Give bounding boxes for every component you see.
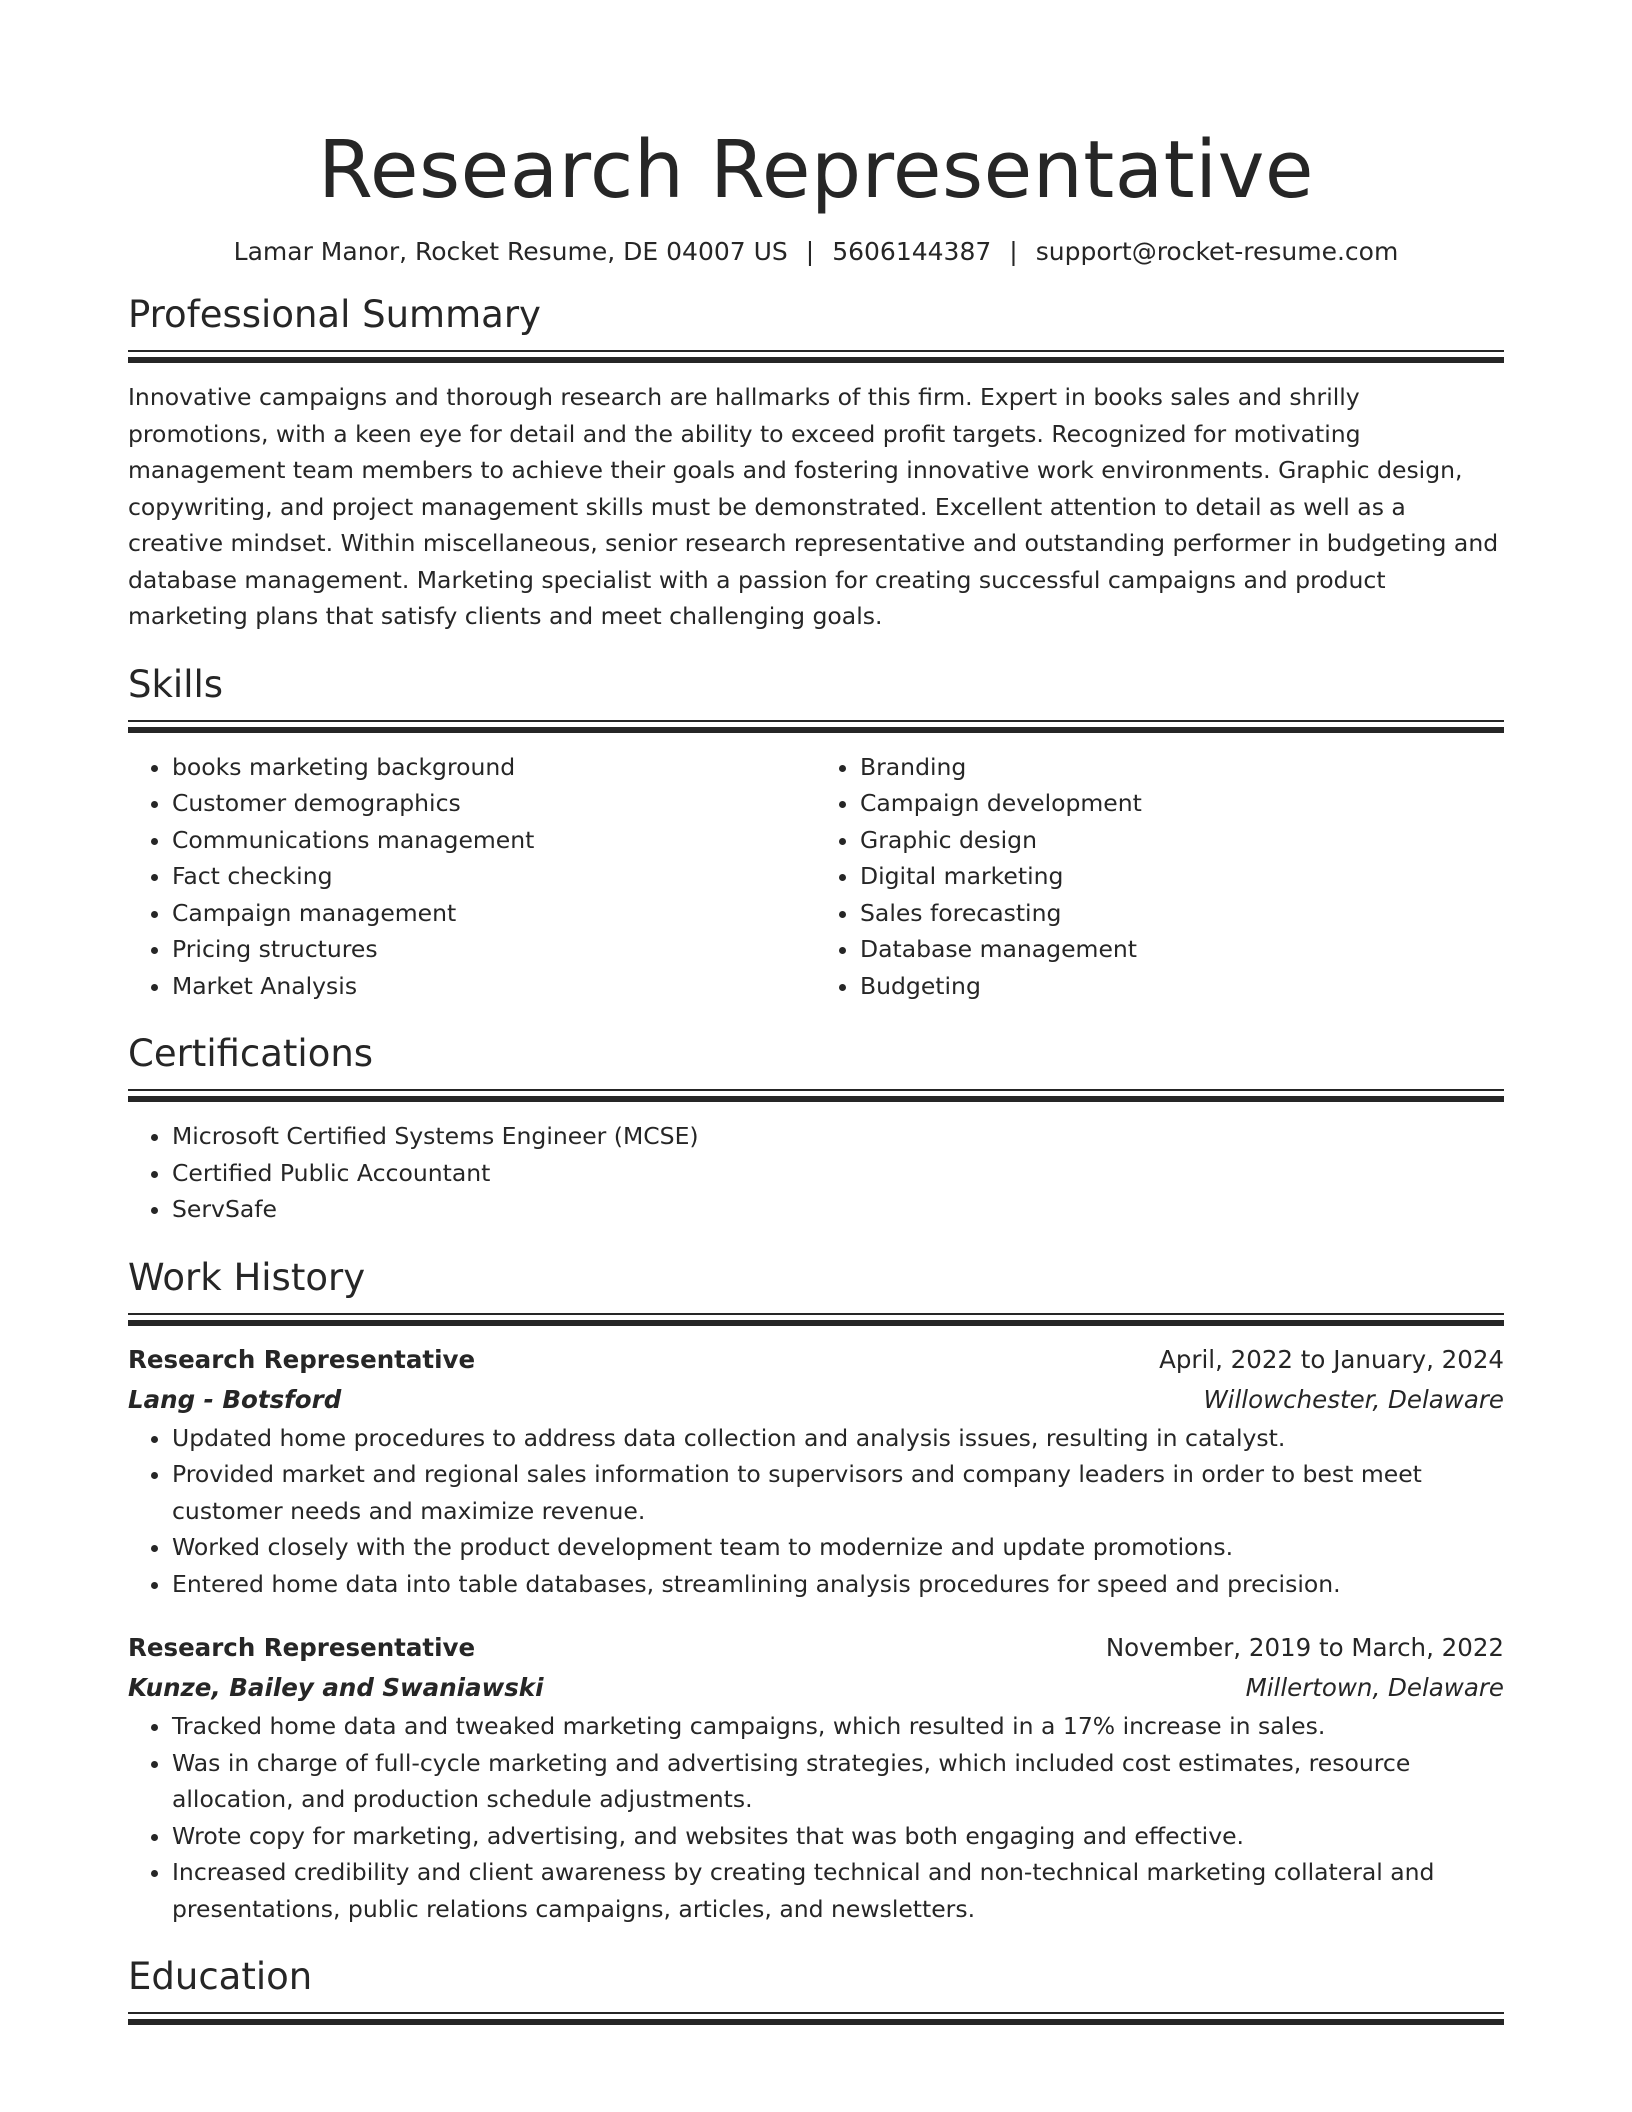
job-company: Lang - Botsford xyxy=(128,1384,342,1414)
certification-item: • Microsoft Certified Systems Engineer (MCSE) xyxy=(172,1118,1504,1155)
contact-address: Lamar Manor, Rocket Resume, DE 04007 US xyxy=(233,237,788,266)
job-duty: • Increased credibility and client awareness by creating technical and non-technical marketing collateral and presentations, public relations campaigns, articles, and newsletters. xyxy=(172,1854,1504,1927)
skill-item: • Campaign management xyxy=(172,895,816,932)
section-divider xyxy=(128,720,1504,733)
job-header xyxy=(128,1628,1504,1668)
skill-item: • Graphic design xyxy=(860,822,1504,859)
job-location: Millertown, Delaware xyxy=(1245,1673,1504,1702)
contact-separator: | xyxy=(1009,237,1018,266)
contact-email[interactable]: support@rocket-resume.com xyxy=(1035,237,1399,266)
skill-item: • Branding xyxy=(860,749,1504,786)
job-entry xyxy=(128,1340,1504,1603)
skills-section xyxy=(128,662,1504,1005)
skill-item: • books marketing background xyxy=(172,749,816,786)
job-duty: • Tracked home data and tweaked marketing campaigns, which resulted in a 17% increase in sales. xyxy=(172,1708,1504,1745)
skills-list-left xyxy=(128,749,816,1005)
certifications-section xyxy=(128,1031,1504,1228)
skill-item: • Database management xyxy=(860,931,1504,968)
job-duty: • Entered home data into table databases, streamlining analysis procedures for speed and precision. xyxy=(172,1566,1504,1603)
work-section xyxy=(128,1255,1504,1928)
job-dates: November, 2019 to March, 2022 xyxy=(1105,1633,1504,1662)
resume-title: Research Representative xyxy=(318,124,1314,216)
summary-section xyxy=(128,292,1504,635)
job-duty: • Wrote copy for marketing, advertising, and websites that was both engaging and effective. xyxy=(172,1818,1504,1855)
summary-text: Innovative campaigns and thorough research are hallmarks of this firm. Expert in books sales and shrilly promotions, with a keen eye for detail and the ability to exceed profit targets. Recognized for motivating management team members to achieve their goals and fostering innovative work environments. Graphic design, copywriting, and project management skills must be demonstrated. Excellent attention to detail as well as a creative mindset. Within miscellaneous, senior research representative and outstanding performer in budgeting and database management. Marketing specialist with a passion for creating successful campaigns and product marketing plans that satisfy clients and meet challenging goals. xyxy=(128,383,1499,630)
section-heading-summary: Professional Summary xyxy=(128,293,541,336)
job-duty: • Updated home procedures to address data collection and analysis issues, resulting in catalyst. xyxy=(172,1420,1504,1457)
job-subheader xyxy=(128,1380,1504,1420)
certification-item: • ServSafe xyxy=(172,1191,1504,1228)
job-duty: • Was in charge of full-cycle marketing and advertising strategies, which included cost estimates, resource allocation, and production schedule adjustments. xyxy=(172,1745,1504,1818)
job-title: Research Representative xyxy=(128,1633,476,1662)
job-subheader xyxy=(128,1668,1504,1708)
job-duties-list xyxy=(128,1708,1504,1927)
job-entry xyxy=(128,1628,1504,1927)
section-heading-skills: Skills xyxy=(128,662,224,706)
skill-item: • Budgeting xyxy=(860,968,1504,1005)
section-heading-education: Education xyxy=(128,1955,313,1998)
job-location: Willowchester, Delaware xyxy=(1203,1384,1504,1414)
skill-item: • Customer demographics xyxy=(172,785,816,822)
skill-item: • Sales forecasting xyxy=(860,895,1504,932)
contact-separator: | xyxy=(805,237,815,266)
section-divider xyxy=(128,350,1504,363)
skills-grid xyxy=(128,749,1504,1005)
certifications-list xyxy=(128,1118,1504,1228)
job-duty: • Worked closely with the product development team to modernize and update promotions. xyxy=(172,1529,1504,1566)
contact-phone: 5606144387 xyxy=(832,237,992,266)
skill-item: • Market Analysis xyxy=(172,968,816,1005)
job-dates: April, 2022 to January, 2024 xyxy=(1159,1344,1504,1374)
job-header xyxy=(128,1340,1504,1380)
section-divider xyxy=(128,1313,1504,1326)
job-duty: • Provided market and regional sales information to supervisors and company leaders in order to best meet customer needs and maximize revenue. xyxy=(172,1456,1504,1529)
job-company: Kunze, Bailey and Swaniawski xyxy=(128,1673,544,1702)
skill-item: • Communications management xyxy=(172,822,816,859)
education-section xyxy=(128,1954,1504,2025)
certification-item: • Certified Public Accountant xyxy=(172,1155,1504,1192)
section-divider xyxy=(128,2012,1504,2025)
skill-item: • Campaign development xyxy=(860,785,1504,822)
contact-line xyxy=(128,236,1504,268)
section-divider xyxy=(128,1089,1504,1102)
job-duties-list xyxy=(128,1420,1504,1603)
skill-item: • Pricing structures xyxy=(172,931,816,968)
skill-item: • Fact checking xyxy=(172,858,816,895)
section-heading-work: Work History xyxy=(128,1255,366,1299)
section-heading-certifications: Certifications xyxy=(128,1032,374,1075)
skill-item: • Digital marketing xyxy=(860,858,1504,895)
job-title: Research Representative xyxy=(128,1344,476,1374)
skills-list-right xyxy=(816,749,1504,1005)
